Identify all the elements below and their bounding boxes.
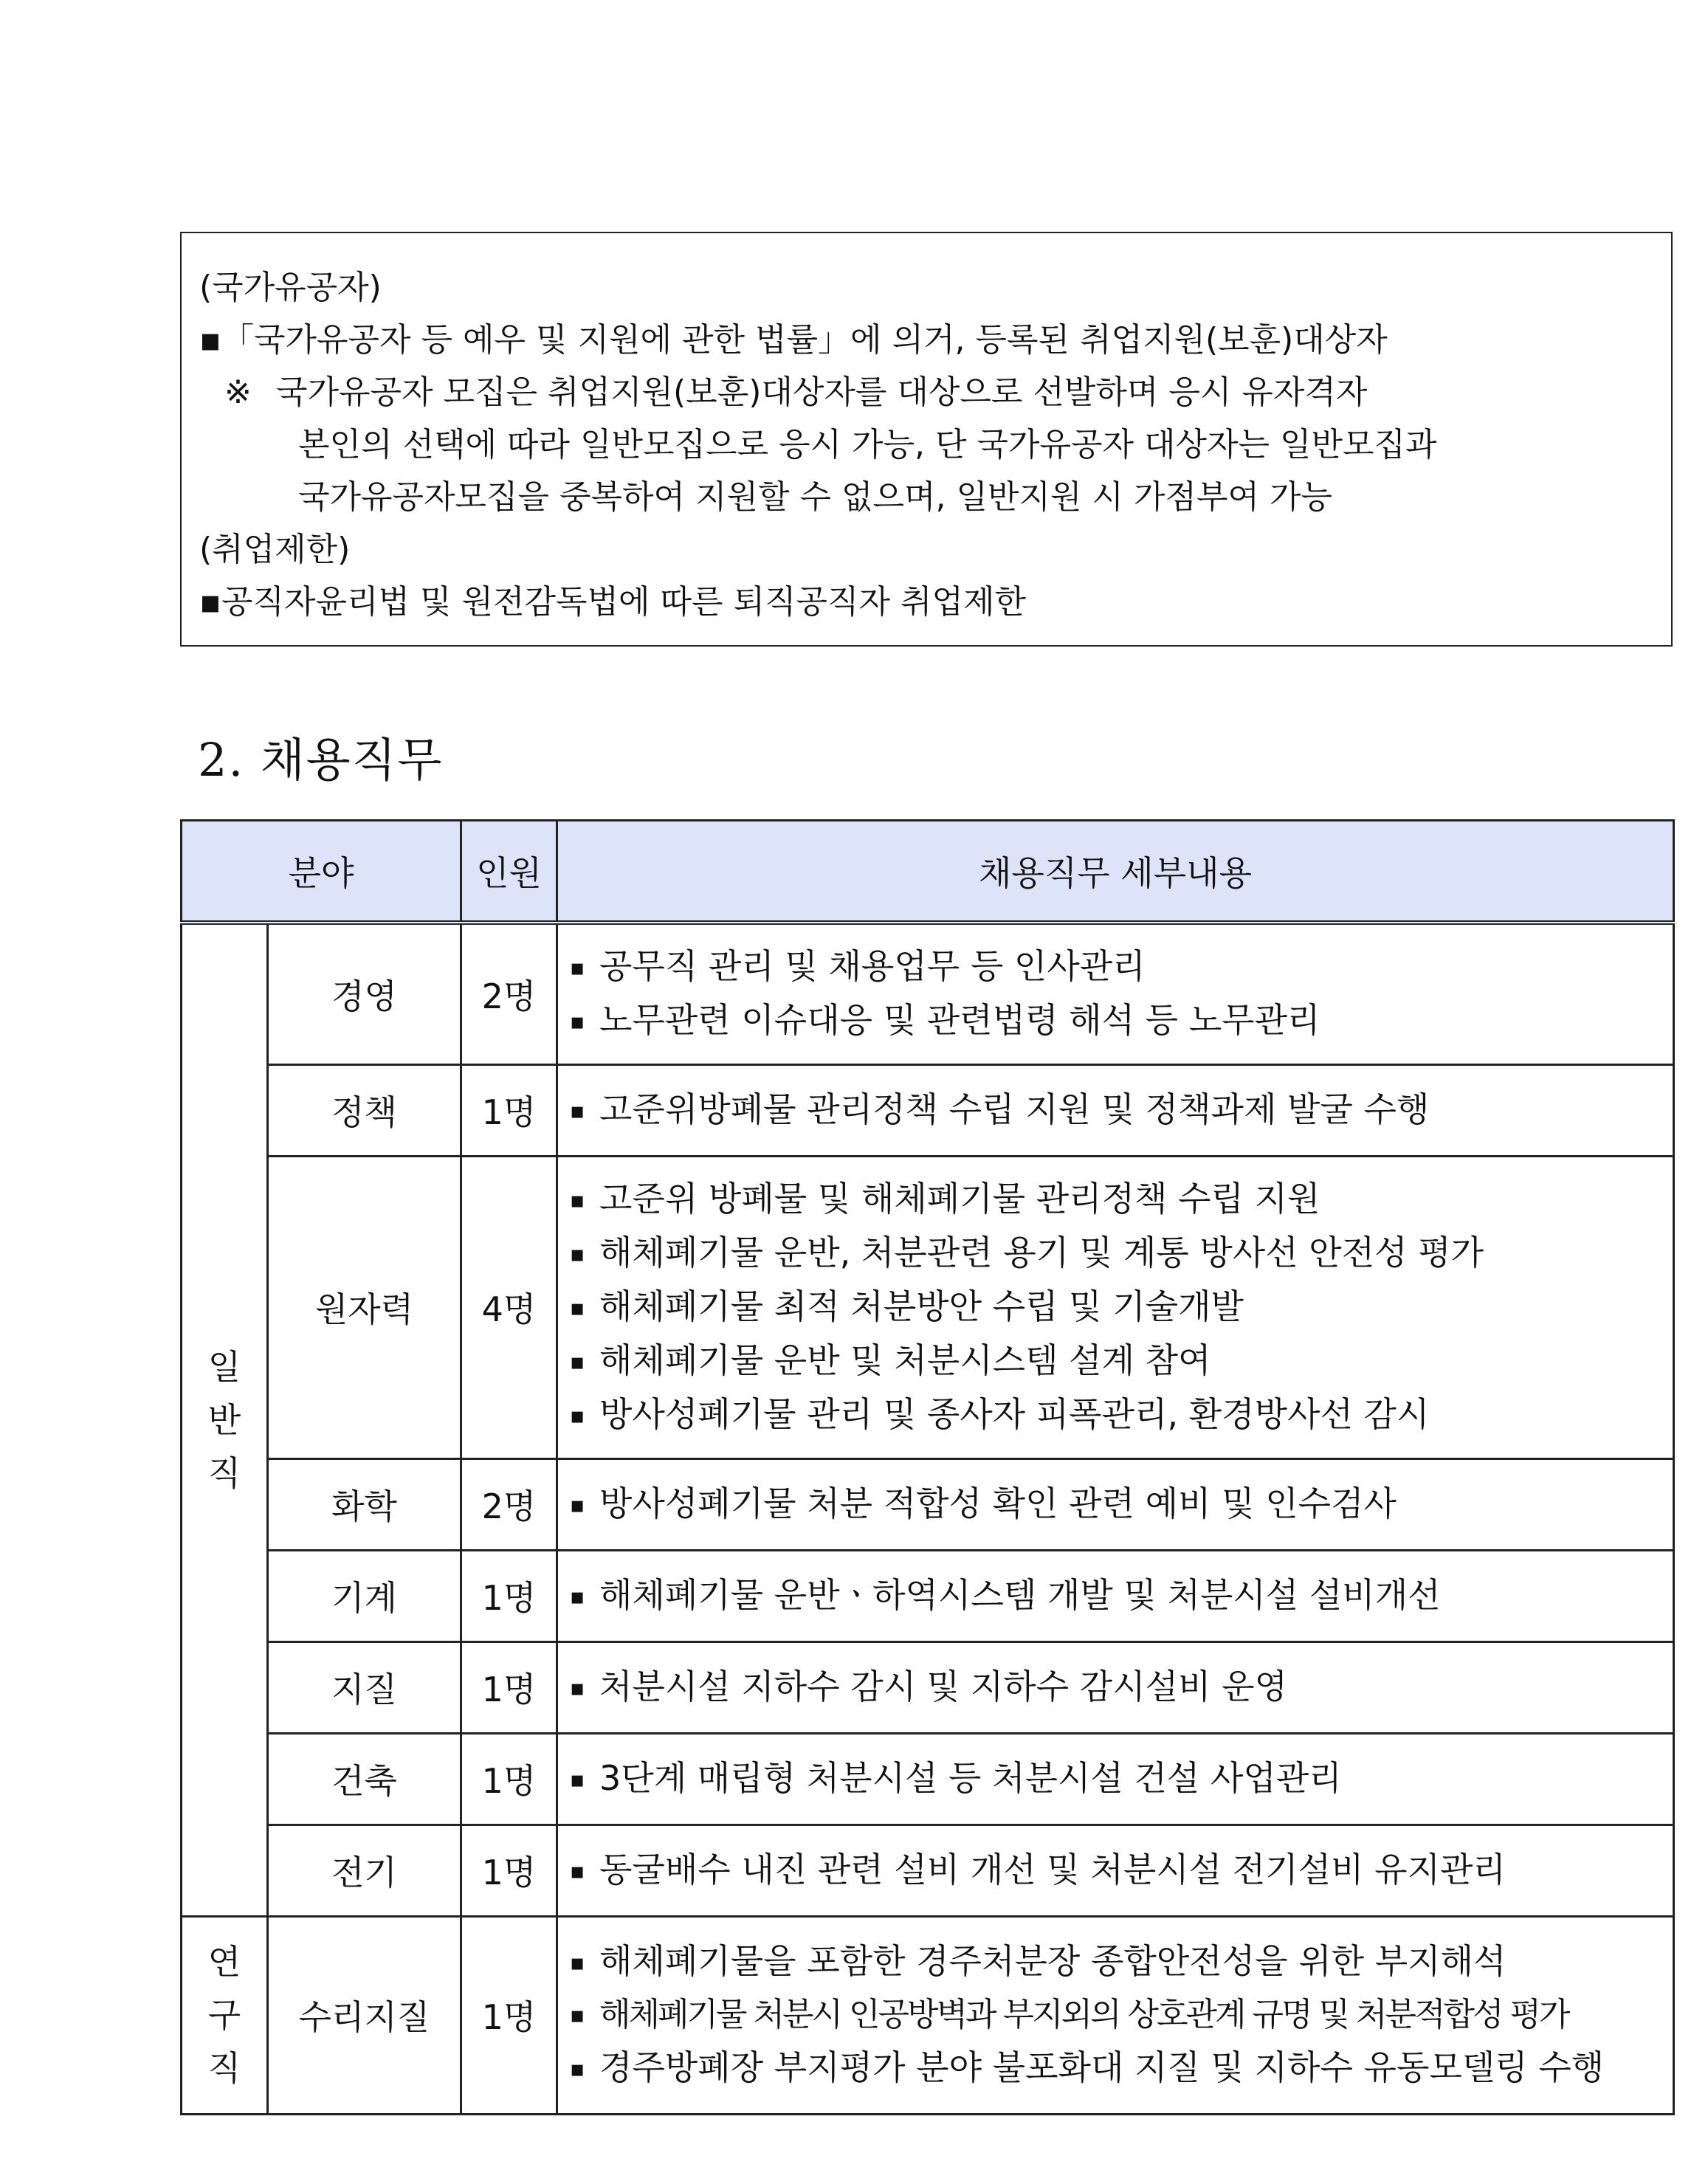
detail-item: ▪ 방사성폐기물 관리 및 종사자 피폭관리, 환경방사선 감시 <box>570 1388 1673 1442</box>
detail-item: ▪ 동굴배수 내진 관련 설비 개선 및 처분시설 전기설비 유지관리 <box>570 1844 1673 1898</box>
header-count: 인원 <box>461 821 557 923</box>
notice-heading-restriction: (취업제한) <box>199 531 351 568</box>
detail-item: ▪ 고준위 방폐물 및 해체폐기물 관리정책 수립 지원 <box>570 1173 1673 1227</box>
detail-cell <box>557 1733 1674 1825</box>
bullet-icon: ▪ <box>199 321 221 359</box>
detail-item: ▪ 해체폐기물 운반, 처분관련 용기 및 계통 방사선 안전성 평가 <box>570 1227 1673 1281</box>
table-row <box>182 1156 1674 1458</box>
detail-cell <box>557 923 1674 1064</box>
detail-item: ▪ 해체폐기물을 포함한 경주처분장 종합안전성을 위한 부지해석 <box>570 1935 1673 1989</box>
count-cell: 1명 <box>461 1916 557 2114</box>
group-cell: 일반직 <box>182 923 268 1916</box>
field-cell: 수리지질 <box>268 1916 461 2114</box>
detail-cell <box>557 1458 1674 1550</box>
detail-cell <box>557 1641 1674 1733</box>
table-row <box>182 1064 1674 1156</box>
count-cell: 1명 <box>461 1550 557 1641</box>
detail-item: ▪ 노무관련 이슈대응 및 관련법령 해석 등 노무관리 <box>570 994 1673 1048</box>
job-table <box>180 819 1675 2115</box>
table-row <box>182 1916 1674 2114</box>
notice-note-line-3: 국가유공자모집을 중복하여 지원할 수 없으며, 일반지원 시 가점부여 가능 <box>298 478 1332 516</box>
detail-item: ▪ 고준위방폐물 관리정책 수립 지원 및 정책과제 발굴 수행 <box>570 1084 1673 1137</box>
header-detail: 채용직무 세부내용 <box>557 821 1674 923</box>
detail-cell <box>557 1156 1674 1458</box>
count-cell: 1명 <box>461 1733 557 1825</box>
table-header-row <box>182 821 1674 923</box>
detail-cell <box>557 1916 1674 2114</box>
notice-heading-veterans: (국가유공자) <box>199 269 382 306</box>
field-cell: 원자력 <box>268 1156 461 1458</box>
count-cell: 2명 <box>461 923 557 1064</box>
count-cell: 4명 <box>461 1156 557 1458</box>
notice-note-line-1: ※ 국가유공자 모집은 취업지원(보훈)대상자를 대상으로 선발하며 응시 유자격자 <box>199 366 1662 418</box>
detail-item: ▪ 해체폐기물 운반ㆍ하역시스템 개발 및 처분시설 설비개선 <box>570 1569 1673 1623</box>
table-row <box>182 1733 1674 1825</box>
section-title: 2. 채용직무 <box>198 733 444 787</box>
table-row <box>182 1825 1674 1916</box>
detail-cell <box>557 1825 1674 1916</box>
notice-veterans-item: ▪「국가유공자 등 예우 및 지원에 관한 법률」에 의거, 등록된 취업지원(보훈)대상자 <box>199 314 1662 366</box>
group-cell: 연구직 <box>182 1916 268 2114</box>
field-cell: 지질 <box>268 1641 461 1733</box>
reference-mark-icon: ※ <box>224 373 252 411</box>
count-cell: 1명 <box>461 1064 557 1156</box>
detail-cell <box>557 1064 1674 1156</box>
count-cell: 1명 <box>461 1825 557 1916</box>
field-cell: 경영 <box>268 923 461 1064</box>
detail-item: ▪ 해체폐기물 처분시 인공방벽과 부지외의 상호관계 규명 및 처분적합성 평가 <box>570 1989 1673 2042</box>
detail-item: ▪ 공무직 관리 및 채용업무 등 인사관리 <box>570 940 1673 994</box>
detail-item: ▪ 3단계 매립형 처분시설 등 처분시설 건설 사업관리 <box>570 1752 1673 1806</box>
header-field: 분야 <box>182 821 461 923</box>
notice-restriction-item: ▪공직자윤리법 및 원전감독법에 따른 퇴직공직자 취업제한 <box>199 576 1662 628</box>
detail-cell <box>557 1550 1674 1641</box>
detail-item: ▪ 해체폐기물 최적 처분방안 수립 및 기술개발 <box>570 1281 1673 1334</box>
detail-item: ▪ 방사성폐기물 처분 적합성 확인 관련 예비 및 인수검사 <box>570 1478 1673 1532</box>
field-cell: 건축 <box>268 1733 461 1825</box>
count-cell: 2명 <box>461 1458 557 1550</box>
field-cell: 기계 <box>268 1550 461 1641</box>
field-cell: 전기 <box>268 1825 461 1916</box>
field-cell: 화학 <box>268 1458 461 1550</box>
bullet-icon: ▪ <box>199 583 221 621</box>
detail-item: ▪ 처분시설 지하수 감시 및 지하수 감시설비 운영 <box>570 1661 1673 1715</box>
detail-item: ▪ 경주방폐장 부지평가 분야 불포화대 지질 및 지하수 유동모델링 수행 <box>570 2042 1673 2095</box>
notice-note-line-2: 본인의 선택에 따라 일반모집으로 응시 가능, 단 국가유공자 대상자는 일반모집과 <box>298 426 1437 464</box>
table-row <box>182 1641 1674 1733</box>
field-cell: 정책 <box>268 1064 461 1156</box>
table-row <box>182 1550 1674 1641</box>
detail-item: ▪ 해체폐기물 운반 및 처분시스템 설계 참여 <box>570 1334 1673 1388</box>
table-row <box>182 923 1674 1064</box>
count-cell: 1명 <box>461 1641 557 1733</box>
table-row <box>182 1458 1674 1550</box>
notice-box <box>180 232 1673 647</box>
